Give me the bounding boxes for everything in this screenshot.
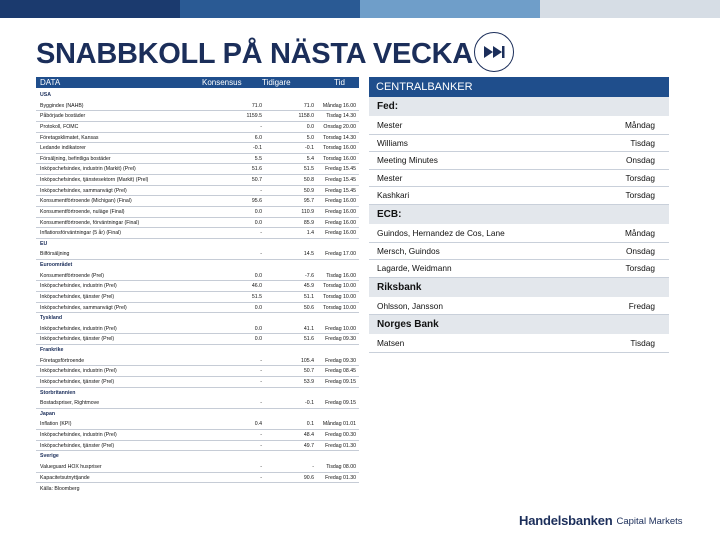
row-label: Konsumentförtroende (Michigan) (Final) (40, 198, 132, 205)
row-label: Konsumentförtroende, förväntningar (Final) (40, 219, 140, 226)
row-tid: Torsdag 16.00 (323, 145, 356, 152)
row-label: Inköpschefsindex, sammanvägt (Prel) (40, 187, 127, 194)
row-tidigare: 0.1 (306, 421, 314, 428)
row-tid: Fredag 15.45 (325, 166, 356, 173)
table-row (36, 228, 359, 239)
table-row (36, 303, 359, 314)
header-data: DATA (40, 78, 61, 87)
section-heading (36, 451, 359, 462)
header-tidigare: Tidigare (262, 78, 291, 87)
speaker-row (369, 135, 669, 153)
speaker-row (369, 298, 669, 316)
logo-brand: Handelsbanken (519, 513, 613, 528)
table-row (36, 334, 359, 345)
table-row (36, 473, 359, 484)
row-tid: Fredag 08.45 (325, 368, 356, 375)
table-row (36, 377, 359, 388)
top-color-bar (0, 0, 720, 18)
row-konsensus: 1159.5 (246, 113, 262, 120)
row-tidigare: 50.7 (303, 368, 314, 375)
speaker-day: Torsdag (625, 190, 655, 201)
table-row (36, 154, 359, 165)
speaker-name: Guindos, Hernandez de Cos, Lane (377, 227, 505, 238)
row-tidigare: 45.9 (303, 283, 314, 290)
bank-name: Fed: (369, 97, 669, 117)
row-konsensus: -0.1 (253, 145, 262, 152)
table-row (36, 122, 359, 133)
next-button[interactable] (474, 32, 514, 72)
data-table (36, 90, 359, 483)
section-label: Euroområdet (40, 262, 73, 268)
speaker-name: Meeting Minutes (377, 155, 438, 166)
row-tid: Fredag 01.30 (325, 474, 356, 481)
speaker-name: Ohlsson, Jansson (377, 300, 443, 311)
row-label: Inköpschefsindex, tjänster (Prel) (40, 293, 115, 300)
row-konsensus: 5.5 (254, 155, 262, 162)
section-heading (36, 260, 359, 271)
row-tid: Fredag 09.30 (325, 357, 356, 364)
row-tidigare: 14.5 (303, 251, 314, 258)
row-konsensus: - (260, 474, 262, 481)
row-label: Inköpschefsindex, tjänster (Prel) (40, 378, 115, 385)
table-row (36, 186, 359, 197)
speaker-name: Kashkari (377, 190, 410, 201)
row-label: Konsumentförtroende, nuläge (Final) (40, 208, 125, 215)
row-tidigare: -0.1 (305, 145, 314, 152)
row-konsensus: 0.0 (254, 304, 262, 311)
table-row (36, 430, 359, 441)
section-label: USA (40, 92, 51, 98)
speaker-row (369, 117, 669, 135)
section-label: EU (40, 240, 48, 247)
speaker-name: Williams (377, 137, 408, 148)
top-bar-segment (360, 0, 540, 18)
row-tidigare: 110.9 (301, 208, 314, 215)
row-tid: Fredag 01.30 (325, 442, 356, 449)
logo-sub: Capital Markets (616, 516, 683, 527)
speaker-day: Onsdag (625, 155, 655, 166)
row-label: Bilförsäljning (40, 251, 70, 258)
row-tid: Fredag 16.00 (325, 230, 356, 237)
table-row (36, 207, 359, 218)
row-konsensus: 95.6 (251, 198, 262, 205)
row-tid: Fredag 09.30 (325, 336, 356, 343)
row-tid: Fredag 09.15 (325, 378, 356, 385)
speaker-name: Mersch, Guindos (377, 245, 440, 256)
table-row (36, 419, 359, 430)
row-tidigare: 53.9 (303, 378, 314, 385)
row-tidigare: 48.4 (303, 432, 314, 438)
row-konsensus: 46.0 (251, 283, 262, 290)
table-row (36, 398, 359, 409)
row-konsensus: - (260, 368, 262, 375)
row-konsensus: - (260, 230, 262, 237)
row-konsensus: 50.7 (251, 177, 262, 183)
row-tidigare: 50.9 (303, 187, 314, 194)
row-tid: Fredag 15.45 (325, 177, 356, 183)
row-tid: Tisdag 14.30 (326, 113, 356, 120)
section-heading (36, 388, 359, 399)
speaker-row (369, 260, 669, 278)
row-tidigare: 1158.0 (298, 113, 314, 120)
row-tidigare: 95.7 (303, 198, 314, 205)
top-bar-segment (540, 0, 720, 18)
speaker-row (369, 170, 669, 188)
table-row (36, 324, 359, 335)
bank-name: Riksbank (369, 278, 669, 298)
row-tidigare: 50.6 (303, 304, 314, 311)
row-konsensus: 6.0 (254, 134, 262, 141)
row-tid: Torsdag 10.00 (323, 304, 356, 311)
speaker-day: Tisdag (630, 338, 655, 349)
speaker-day: Fredag (628, 300, 655, 311)
row-label: Kapacitetsutnyttjande (40, 474, 90, 481)
table-row (36, 462, 359, 473)
row-konsensus: 51.6 (251, 166, 262, 173)
row-tidigare: 51.6 (303, 336, 314, 343)
row-tidigare: -7.6 (305, 272, 314, 279)
bank-name: Norges Bank (369, 315, 669, 335)
speaker-day: Måndag (625, 227, 655, 238)
row-tid: Fredag 17.00 (325, 251, 356, 258)
row-label: Företagsklimatet, Kansas (40, 134, 99, 141)
table-row (36, 356, 359, 367)
row-tid: Fredag 00.30 (325, 432, 356, 438)
header-konsensus: Konsensus (202, 78, 242, 87)
section-label: Sverige (40, 453, 59, 460)
row-tid: Fredag 09.15 (325, 400, 356, 407)
row-label: Påbörjade bostäder (40, 113, 86, 120)
speaker-day: Torsdag (625, 263, 655, 274)
row-label: Inköpschefsindex, tjänster (Prel) (40, 336, 115, 343)
row-tid: Torsdag 16.00 (323, 155, 356, 162)
table-row (36, 133, 359, 144)
row-label: Bostadspriser, Rightmove (40, 400, 100, 407)
row-label: Byggindex (NAHB) (40, 102, 84, 109)
row-tid: Torsdag 10.00 (323, 293, 356, 300)
row-tid: Måndag 01.01 (322, 421, 356, 428)
row-konsensus: 0.0 (254, 325, 262, 332)
header-tid: Tid (334, 78, 345, 87)
section-heading (36, 345, 359, 356)
row-label: Valueguard HOX huspriser (40, 463, 102, 470)
row-tid: Onsdag 20.00 (323, 123, 356, 130)
row-label: Inköpschefsindex, tjänstesektorn (Markit) (Prel) (40, 177, 149, 183)
row-tidigare: 90.6 (303, 474, 314, 481)
row-label: Inflation (KPI) (40, 421, 72, 428)
table-row (36, 281, 359, 292)
speaker-name: Matsen (377, 338, 405, 349)
table-row (36, 366, 359, 377)
row-tid: Tisdag 16.00 (326, 272, 356, 279)
row-label: Protokoll, FOMC (40, 123, 79, 130)
speaker-row (369, 225, 669, 243)
row-tidigare: 0.0 (306, 123, 314, 130)
row-konsensus: - (260, 123, 262, 130)
table-row (36, 249, 359, 260)
top-bar-segment (0, 0, 180, 18)
speaker-row (369, 243, 669, 261)
table-row (36, 292, 359, 303)
speaker-name: Lagarde, Weidmann (377, 263, 452, 274)
row-tidigare: 5.0 (306, 134, 314, 141)
centralbanks-list (369, 97, 669, 353)
table-row (36, 143, 359, 154)
row-konsensus: 51.5 (251, 293, 262, 300)
speaker-day: Måndag (625, 120, 655, 130)
row-konsensus: - (260, 378, 262, 385)
row-tid: Tisdag 08.00 (326, 463, 356, 470)
speaker-row (369, 187, 669, 205)
row-tidigare: 51.5 (303, 166, 314, 173)
section-label: Storbritannien (40, 389, 76, 396)
section-heading (36, 313, 359, 324)
row-label: Inköpschefsindex, sammanvägt (Prel) (40, 304, 127, 311)
section-label: Frankrike (40, 347, 64, 353)
page-title: SNABBKOLL PÅ NÄSTA VECKA (36, 38, 473, 70)
table-row (36, 111, 359, 122)
table-row (36, 196, 359, 207)
table-row (36, 164, 359, 175)
section-heading (36, 239, 359, 250)
row-konsensus: 0.0 (254, 208, 262, 215)
row-tidigare: 41.1 (303, 325, 314, 332)
centralbanks-header: CENTRALBANKER (369, 77, 669, 97)
row-label: Konsumentförtroende (Prel) (40, 272, 105, 279)
source-note: Källa: Bloomberg (40, 486, 80, 492)
row-tid: Torsdag 10.00 (323, 283, 356, 290)
section-heading (36, 90, 359, 101)
section-heading (36, 409, 359, 420)
speaker-day: Torsdag (625, 172, 655, 183)
speaker-name: Mester (377, 120, 403, 130)
row-konsensus: - (260, 357, 262, 364)
row-label: Företagsförtroende (40, 357, 85, 364)
speaker-row (369, 152, 669, 170)
row-tidigare: -0.1 (305, 400, 314, 407)
bank-name: ECB: (369, 205, 669, 225)
row-label: Ledande indikatorer (40, 145, 86, 152)
row-label: Inköpschefsindex, tjänster (Prel) (40, 442, 115, 449)
row-konsensus: 0.4 (254, 421, 262, 428)
table-row (36, 271, 359, 282)
row-tid: Torsdag 14.30 (323, 134, 356, 141)
table-row (36, 218, 359, 229)
row-tid: Måndag 16.00 (322, 102, 356, 109)
row-konsensus: 0.0 (254, 219, 262, 226)
row-tid: Fredag 10.00 (325, 325, 356, 332)
row-label: Inköpschefsindex, industrin (Prel) (40, 283, 117, 290)
row-tidigare: 85.9 (303, 219, 314, 226)
row-tidigare: 105.4 (301, 357, 314, 364)
row-konsensus: 0.0 (254, 272, 262, 279)
row-label: Inköpschefsindex, industrin (Prel) (40, 432, 117, 438)
top-bar-segment (180, 0, 360, 18)
row-konsensus: - (260, 463, 262, 470)
speaker-name: Mester (377, 172, 403, 183)
row-konsensus: 71.0 (251, 102, 262, 109)
row-konsensus: - (260, 400, 262, 407)
row-tid: Fredag 16.00 (325, 208, 356, 215)
row-tidigare: 49.7 (303, 442, 314, 449)
speaker-row (369, 335, 669, 353)
row-konsensus: - (260, 251, 262, 258)
row-tidigare: 50.8 (303, 177, 314, 183)
data-table-header (36, 77, 359, 88)
handelsbanken-logo (519, 508, 683, 528)
row-konsensus: - (260, 187, 262, 194)
table-row (36, 101, 359, 112)
row-tid: Fredag 16.00 (325, 198, 356, 205)
row-label: Försäljning, befintliga bostäder (40, 155, 111, 162)
row-label: Inköpschefsindex, industrin (Prel) (40, 325, 117, 332)
speaker-day: Onsdag (625, 245, 655, 256)
row-tidigare: 5.4 (306, 155, 314, 162)
speaker-day: Tisdag (630, 137, 655, 148)
row-konsensus: - (260, 442, 262, 449)
row-konsensus: - (260, 432, 262, 438)
row-tidigare: 51.1 (303, 293, 314, 300)
row-konsensus: 0.0 (254, 336, 262, 343)
row-label: Inköpschefsindex, industrin (Markit) (Prel) (40, 166, 136, 173)
row-label: Inköpschefsindex, industrin (Prel) (40, 368, 117, 375)
row-label: Inflationsförväntningar (5 år) (Final) (40, 230, 122, 237)
row-tid: Fredag 16.00 (325, 219, 356, 226)
section-label: Japan (40, 410, 55, 417)
section-label: Tyskland (40, 315, 63, 322)
table-row (36, 441, 359, 452)
row-tidigare: 1.4 (306, 230, 314, 237)
row-tidigare: 71.0 (303, 102, 314, 109)
row-tidigare: - (312, 463, 314, 470)
row-tid: Fredag 15.45 (325, 187, 356, 194)
fast-forward-icon (482, 44, 506, 60)
table-row (36, 175, 359, 186)
